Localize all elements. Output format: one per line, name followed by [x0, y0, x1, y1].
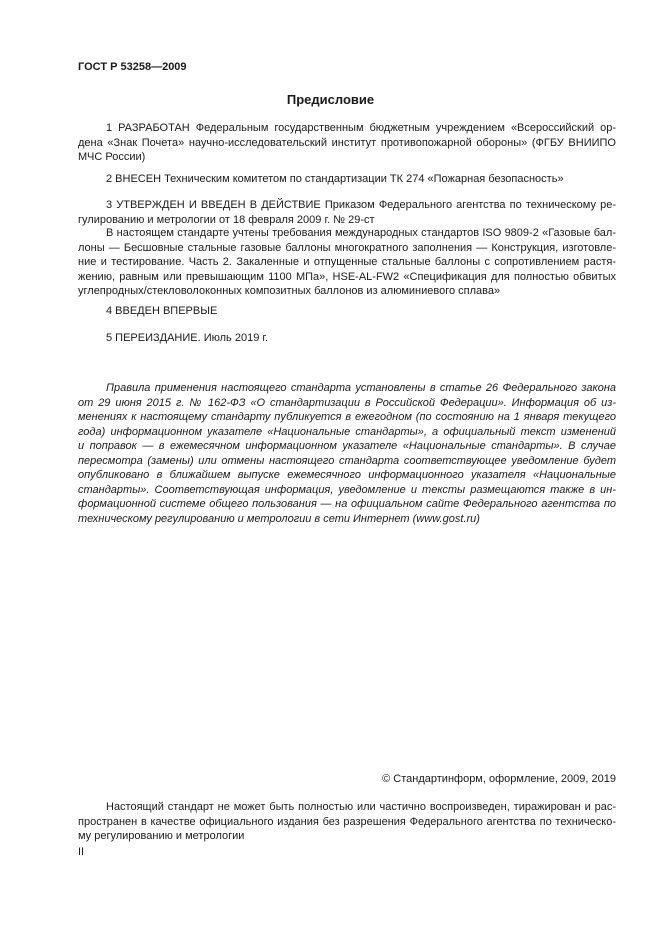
- standards-line-4: жению, равным или превышающим 1100 МПа», HSE-AL-FW2 «Спецификация для полностью обвитых: [78, 270, 616, 283]
- foreword-item-4-line-1: 4 ВВЕДЕН ВПЕРВЫЕ: [106, 305, 218, 317]
- notice-line-10: техническому регулированию и метрологии в сети Интернет (www.gost.ru): [78, 512, 480, 525]
- page-title: Предисловие: [286, 92, 375, 107]
- foreword-item-3-line-1: 3 УТВЕРЖДЕН И ВВЕДЕН В ДЕЙСТВИЕ Приказом Федерального агентства по техническому ре-: [106, 199, 616, 211]
- foreword-item-5-line-1: 5 ПЕРЕИЗДАНИЕ. Июль 2019 г.: [106, 332, 269, 344]
- standards-paragraph: [78, 226, 616, 299]
- foreword-item-1-line-3: МЧС России): [78, 151, 146, 163]
- reproduction-notice: [78, 800, 616, 844]
- standards-line-1: В настоящем стандарте учтены требования международных стандартов ISO 9809-2 «Газовые бал-: [106, 227, 616, 239]
- copyright-notice: © Стандартинформ, оформление, 2009, 2019: [382, 773, 616, 785]
- page-number: II: [78, 846, 85, 858]
- foreword-item-1: [78, 121, 616, 165]
- reproduction-line-1: Настоящий стандарт не может быть полностью или частично воспроизведен, тиражирован и рас-: [106, 801, 616, 813]
- reproduction-line-3: му регулированию и метрологии: [78, 830, 245, 842]
- notice-paragraph: [78, 381, 616, 526]
- foreword-item-3-line-2: гулированию и метрологии от 18 февраля 2009 г. № 29-ст: [78, 213, 375, 226]
- document-code: ГОСТ Р 53258—2009: [78, 61, 187, 73]
- notice-line-9: формационной системе общего пользования — на официальном сайте Федерального агентства по: [78, 498, 616, 510]
- standards-line-3: ние и тестирование. Часть 2. Закаленные и отпущенные стальные баллоны с сопротивлением растя-: [78, 256, 616, 268]
- foreword-item-1-line-2: дена «Знак Почета» научно-исследовательский институт противопожарной обороны» (ФГБУ ВНИИПО: [78, 136, 616, 149]
- foreword-item-4: [78, 304, 616, 319]
- notice-line-4: года) информационном указателе «Национальные стандарты», а официальный текст изменений: [78, 425, 616, 438]
- reproduction-line-2: пространен в качестве официального издания без разрешения Федерального агентства по техническо-: [78, 815, 616, 828]
- foreword-item-2: [78, 172, 616, 187]
- notice-line-2: от 29 июня 2015 г. № 162-ФЗ «О стандартизации в Российской Федерации». Информация об из-: [78, 396, 616, 409]
- notice-line-7: опубликовано в ближайшем выпуске ежемесячного информационного указателя «Национальные: [78, 469, 616, 481]
- foreword-item-1-line-1: 1 РАЗРАБОТАН Федеральным государственным бюджетным учреждением «Всероссийский ор-: [106, 122, 616, 134]
- notice-line-8: стандарты». Соответствующая информация, уведомление и тексты размещаются также в ин-: [78, 483, 616, 496]
- standards-line-2: лоны — Бесшовные стальные газовые баллоны многократного заполнения — Конструкция, изготовле-: [78, 241, 616, 254]
- notice-line-3: менениях к настоящему стандарту публикуется в ежегодном (по состоянию на 1 января текущего: [78, 411, 616, 423]
- foreword-item-3: [78, 198, 616, 227]
- notice-line-5: и поправок — в ежемесячном информационном указателе «Национальные стандарты». В случае: [78, 440, 616, 452]
- foreword-item-5: [78, 331, 616, 346]
- notice-line-1: Правила применения настоящего стандарта установлены в статье 26 Федерального закона: [106, 382, 616, 394]
- notice-line-6: пересмотра (замены) или отмены настоящего стандарта соответствующее уведомление будет: [78, 454, 616, 467]
- standards-line-5: углепродных/стекловолоконных композитных баллонов из алюминиевого сплава»: [78, 285, 501, 297]
- foreword-item-2-line-1: 2 ВНЕСЕН Техническим комитетом по стандартизации ТК 274 «Пожарная безопасность»: [106, 173, 564, 185]
